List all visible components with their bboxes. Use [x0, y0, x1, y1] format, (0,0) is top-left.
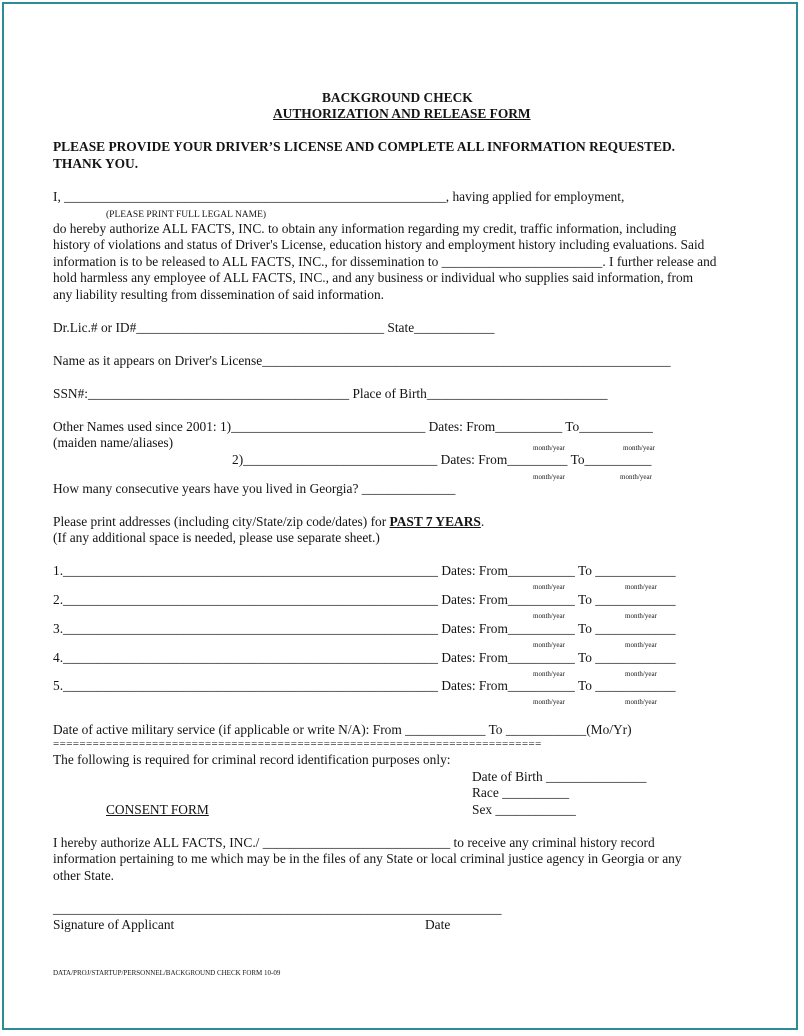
name-on-license-field[interactable]: Name as it appears on Driver's License_____________________________________________________________: [53, 353, 671, 368]
month-year-hint: month/year: [533, 473, 565, 481]
past-7-years: PAST 7 YEARS: [389, 514, 481, 529]
address-row-3[interactable]: 3.________________________________________________________ Dates: From__________ To ____________: [53, 621, 676, 636]
signature-label: Signature of Applicant: [53, 917, 175, 932]
authorization-name-line: I, _________________________________________________________, having applied for employment,: [53, 189, 625, 204]
month-year-hint: month/year: [533, 670, 565, 678]
addresses-note: (If any additional space is needed, please use separate sheet.): [53, 530, 380, 545]
footer-path: DATA/PROJ/STARTUP/PERSONNEL/BACKGROUND CHECK FORM 10-09: [53, 969, 281, 977]
month-year-hint: month/year: [625, 612, 657, 620]
criminal-intro: The following is required for criminal record identification purposes only:: [53, 752, 451, 767]
month-year-hint: month/year: [625, 583, 657, 591]
authorization-body-4: hold harmless any employee of ALL FACTS, INC., and any business or individual who supplies said information, from: [53, 270, 694, 285]
signature-line[interactable]: ___________________________________________________________________: [53, 901, 502, 916]
instructions-line-1: PLEASE PROVIDE YOUR DRIVER’S LICENSE AND COMPLETE ALL INFORMATION REQUESTED.: [53, 139, 676, 154]
sex-field[interactable]: Sex ____________: [472, 802, 576, 817]
other-names-hint: (maiden name/aliases): [53, 435, 174, 450]
form-subtitle: AUTHORIZATION AND RELEASE FORM: [273, 106, 531, 121]
form-title: BACKGROUND CHECK: [322, 90, 473, 105]
month-year-hint: month/year: [625, 670, 657, 678]
consent-authorize-1: I hereby authorize ALL FACTS, INC./ ____________________________ to receive any criminal history record: [53, 835, 655, 850]
consent-authorize-2: information pertaining to me which may be in the files of any State or local criminal justice agency in Georgia or any: [53, 851, 682, 866]
instructions-line-2: THANK YOU.: [53, 156, 139, 171]
other-names-1-field[interactable]: Other Names used since 2001: 1)_____________________________ Dates: From__________ To___________: [53, 419, 653, 434]
name-hint: (PLEASE PRINT FULL LEGAL NAME): [106, 210, 267, 220]
month-year-hint: month/year: [533, 583, 565, 591]
month-year-hint: month/year: [620, 473, 652, 481]
race-field[interactable]: Race __________: [472, 785, 570, 800]
authorization-body-2: history of violations and status of Driver's License, education history and employment history including evaluations. Said: [53, 237, 705, 252]
license-field[interactable]: Dr.Lic.# or ID#_____________________________________ State____________: [53, 320, 495, 335]
month-year-hint: month/year: [623, 444, 655, 452]
consent-authorize-3: other State.: [53, 868, 114, 883]
addresses-intro: Please print addresses (including city/State/zip code/dates) for PAST 7 YEARS.: [53, 514, 485, 529]
authorization-body-5: any liability resulting from dissemination of said information.: [53, 287, 384, 302]
address-row-1[interactable]: 1.________________________________________________________ Dates: From__________ To ____________: [53, 563, 676, 578]
authorization-body-3: information is to be released to ALL FACTS, INC., for dissemination to ________________________. I further release and: [53, 254, 717, 269]
authorization-body-1: do hereby authorize ALL FACTS, INC. to obtain any information regarding my credit, traffic information, including: [53, 221, 677, 236]
consent-form-title: CONSENT FORM: [106, 802, 209, 817]
military-service-field[interactable]: Date of active military service (if applicable or write N/A): From ____________ To ____________(Mo/Yr): [53, 722, 632, 737]
address-row-2[interactable]: 2.________________________________________________________ Dates: From__________ To ____________: [53, 592, 676, 607]
month-year-hint: month/year: [533, 612, 565, 620]
month-year-hint: month/year: [533, 641, 565, 649]
date-label: Date: [425, 917, 451, 932]
address-row-5[interactable]: 5.________________________________________________________ Dates: From__________ To ____________: [53, 678, 676, 693]
address-row-4[interactable]: 4.________________________________________________________ Dates: From__________ To ____________: [53, 650, 676, 665]
ssn-birthplace-field[interactable]: SSN#:_______________________________________ Place of Birth___________________________: [53, 386, 608, 401]
other-names-2-field[interactable]: 2)_____________________________ Dates: From_________ To__________: [232, 452, 652, 467]
georgia-years-field[interactable]: How many consecutive years have you lived in Georgia? ______________: [53, 481, 456, 496]
month-year-hint: month/year: [533, 444, 565, 452]
month-year-hint: month/year: [625, 698, 657, 706]
month-year-hint: month/year: [533, 698, 565, 706]
separator-line: ==========================================================================: [53, 738, 542, 750]
date-of-birth-field[interactable]: Date of Birth _______________: [472, 769, 647, 784]
month-year-hint: month/year: [625, 641, 657, 649]
